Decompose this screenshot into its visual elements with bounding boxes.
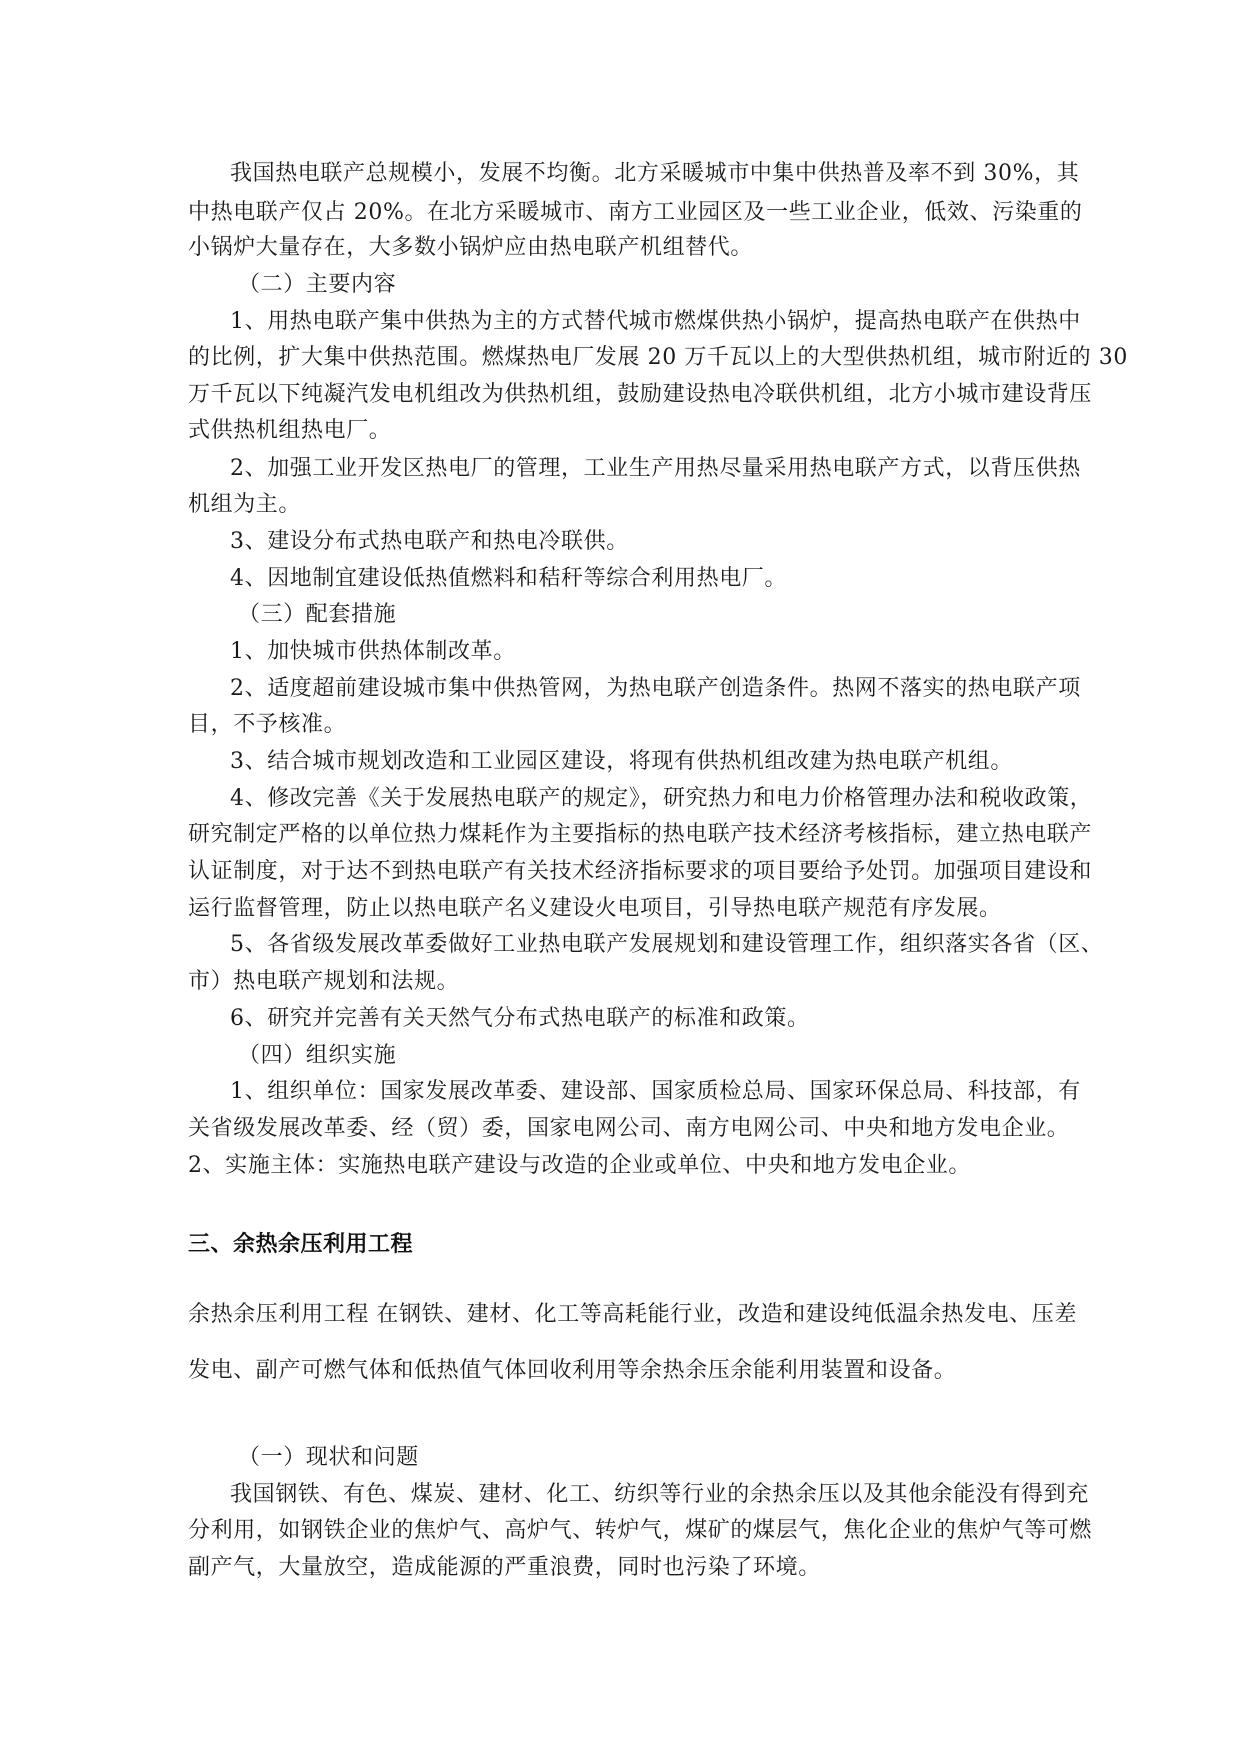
paragraph-line: 目，不予核准。	[188, 712, 347, 737]
paragraph-line: 2、适度超前建设城市集中供热管网，为热电联产创造条件。热网不落实的热电联产项	[230, 676, 1081, 701]
paragraph-line: 关省级发展改革委、经（贸）委，国家电网公司、南方电网公司、中央和地方发电企业。	[188, 1116, 1070, 1141]
paragraph-line: 机组为主。	[188, 492, 302, 517]
paragraph-line: 小锅炉大量存在，大多数小锅炉应由热电联产机组替代。	[188, 235, 754, 260]
subsection-heading: （二）主要内容	[238, 272, 397, 297]
paragraph-line: 我国热电联产总规模小，发展不均衡。北方采暖城市中集中供热普及率不到 30%，其	[230, 161, 1080, 186]
paragraph-line: 6、研究并完善有关天然气分布式热电联产的标准和政策。	[230, 1006, 810, 1031]
paragraph-line: 4、修改完善《关于发展热电联产的规定》，研究热力和电力价格管理办法和税收政策，	[230, 786, 1093, 811]
paragraph-line: 发电、副产可燃气体和低热值气体回收利用等余热余压余能利用装置和设备。	[188, 1358, 957, 1383]
paragraph-line: 2、加强工业开发区热电厂的管理，工业生产用热尽量采用热电联产方式，以背压供热	[230, 456, 1081, 481]
paragraph-line: 中热电联产仅占 20%。在北方采暖城市、南方工业园区及一些工业企业，低效、污染重的	[188, 200, 1083, 225]
subsection-heading: （一）现状和问题	[238, 1445, 419, 1470]
paragraph-line: 的比例，扩大集中供热范围。燃煤热电厂发展 20 万千瓦以上的大型供热机组，城市附近的 30	[188, 345, 1128, 370]
paragraph-line: 我国钢铁、有色、煤炭、建材、化工、纺织等行业的余热余压以及其他余能没有得到充	[230, 1482, 1089, 1507]
section-heading: 三、余热余压利用工程	[188, 1232, 414, 1257]
paragraph-line: 副产气，大量放空，造成能源的严重浪费，同时也污染了环境。	[188, 1555, 821, 1580]
subsection-heading: （三）配套措施	[238, 602, 397, 627]
paragraph-line: 运行监督管理，防止以热电联产名义建设火电项目，引导热电联产规范有序发展。	[188, 896, 1002, 921]
paragraph-line: 式供热机组热电厂。	[188, 418, 392, 443]
paragraph-line: 1、组织单位：国家发展改革委、建设部、国家质检总局、国家环保总局、科技部，有	[230, 1079, 1081, 1104]
paragraph-line: 认证制度，对于达不到热电联产有关技术经济指标要求的项目要给予处罚。加强项目建设和	[188, 859, 1093, 884]
paragraph-line: 3、结合城市规划改造和工业园区建设，将现有供热机组改建为热电联产机组。	[230, 749, 1013, 774]
subsection-heading: （四）组织实施	[238, 1043, 397, 1068]
paragraph-line: 1、用热电联产集中供热为主的方式替代城市燃煤供热小锅炉，提高热电联产在供热中	[230, 309, 1081, 334]
paragraph-line: 余热余压利用工程 在钢铁、建材、化工等高耗能行业，改造和建设纯低温余热发电、压差	[188, 1302, 1077, 1327]
paragraph-line: 市）热电联产规划和法规。	[188, 969, 460, 994]
paragraph-line: 4、因地制宜建设低热值燃料和秸秆等综合利用热电厂。	[230, 566, 787, 591]
paragraph-line: 分利用，如钢铁企业的焦炉气、高炉气、转炉气，煤矿的煤层气，焦化企业的焦炉气等可燃	[188, 1518, 1093, 1543]
paragraph-line: 5、各省级发展改革委做好工业热电联产发展规划和建设管理工作，组织落实各省（区、	[230, 932, 1104, 957]
paragraph-line: 万千瓦以下纯凝汽发电机组改为供热机组，鼓励建设热电冷联供机组，北方小城市建设背压	[188, 382, 1093, 407]
paragraph-line: 3、建设分布式热电联产和热电冷联供。	[230, 529, 629, 554]
paragraph-line: 1、加快城市供热体制改革。	[230, 639, 516, 664]
paragraph-line: 研究制定严格的以单位热力煤耗作为主要指标的热电联产技术经济考核指标，建立热电联产	[188, 822, 1093, 847]
paragraph-line: 2、实施主体：实施热电联产建设与改造的企业或单位、中央和地方发电企业。	[188, 1153, 971, 1178]
